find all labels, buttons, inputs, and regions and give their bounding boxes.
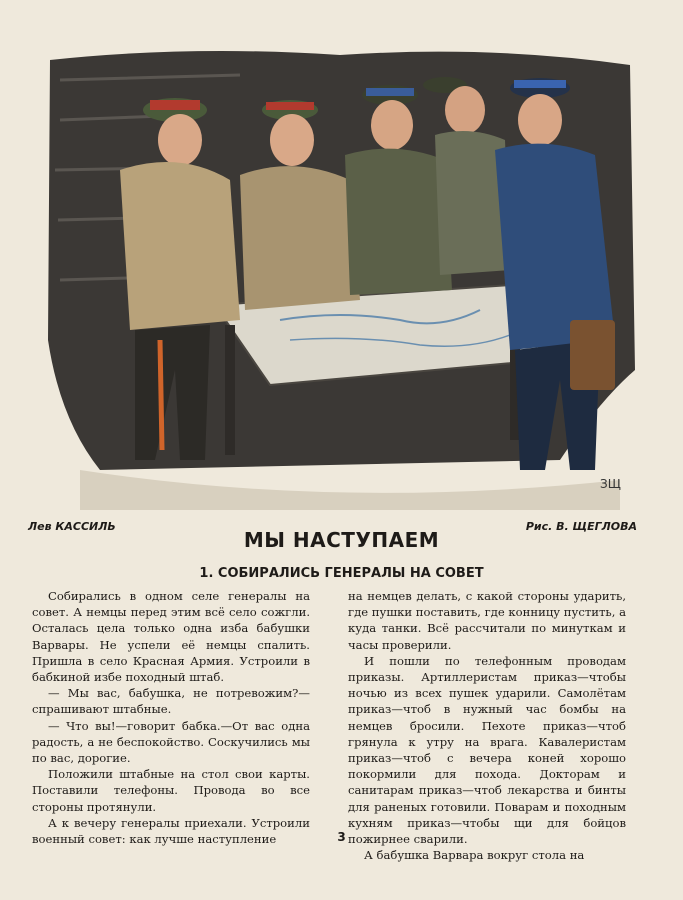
paragraph-continuation: на немцев делать, с какой стороны ударить, где пушки поставить, где конницу пустить, а куда танки. Всё рассчитали по минуткам и часы проверили. [348, 589, 626, 652]
text-column-left [32, 588, 310, 847]
artist-signature: ЗЩ [600, 477, 621, 491]
paragraph: Положили штабные на стол свои карты. Поставили телефоны. Провода во все стороны протянули. [32, 767, 310, 814]
page-title: МЫ НАСТУПАЕМ [243, 528, 440, 552]
illustration-generals-council [40, 40, 640, 510]
paragraph: И пошли по телефонным проводам приказы. Артиллеристам приказ—чтобы ночью из всех пушек ударили. Самолётам приказ—чтоб в нужный час бомбы на немцев бросили. Пехоте приказ—чтоб грянула к утру на врага. Кавалеристам приказ—чтоб с вечера коней хорошо покормили для похода. Докторам и санитарам приказ—чтоб лекарства и бинты для раненых готовили. Поварам и походным кухням приказ—чтобы щи для бойцов пожирнее сварили. [348, 653, 626, 847]
illustration-drawing [40, 40, 640, 510]
text-column-right [348, 588, 626, 863]
author-credit: Лев КАССИЛЬ [28, 520, 116, 533]
paragraph: — Мы вас, бабушка, не потревожим?— спрашивают штабные. [32, 686, 310, 717]
paragraph: А к вечеру генералы приехали. Устроили военный совет: как лучше наступление [32, 815, 310, 847]
paragraph: — Что вы!—говорит бабка.—От вас одна радость, а не беспокойство. Соскучились мы по вас, дорогие. [32, 718, 310, 766]
chapter-title: 1. СОБИРАЛИСЬ ГЕНЕРАЛЫ НА СОВЕТ [199, 566, 484, 581]
artist-credit: Рис. В. ЩЕГЛОВА [525, 520, 637, 533]
paragraph: А бабушка Варвара вокруг стола на [364, 848, 585, 863]
page-number: 3 [337, 830, 346, 844]
paragraph: Собирались в одном селе генералы на совет. А немцы перед этим всё село сожгли. Осталась цела только одна изба бабушки Варвары. Не успели её немцы спалить. Пришла в село Красная Армия. Устроили в бабкиной избе походный штаб. [32, 589, 310, 685]
